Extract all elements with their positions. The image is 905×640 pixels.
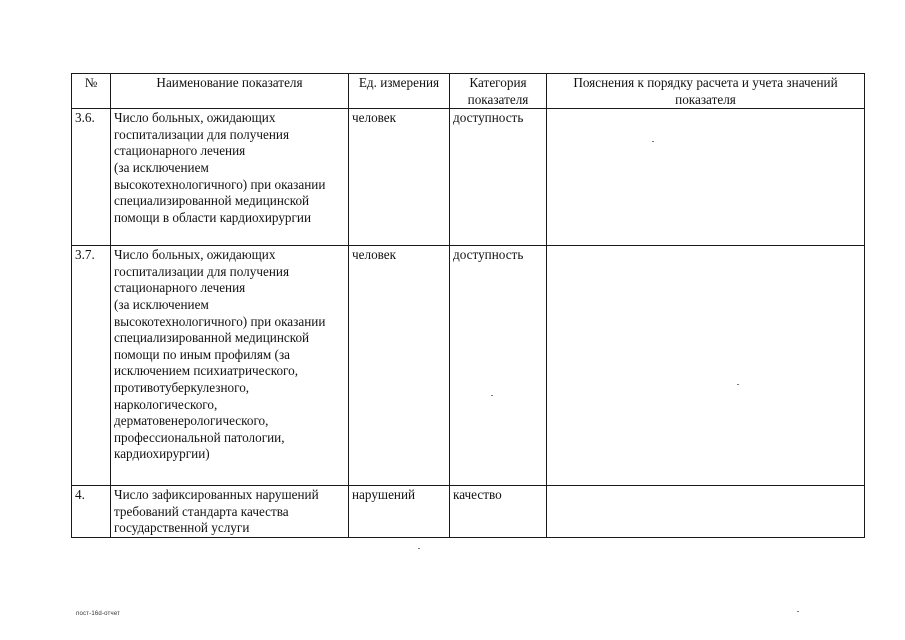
row-name: Число зафиксированных нарушений требований стандарта качества государственной услуги — [111, 486, 349, 538]
row-unit: человек — [349, 109, 450, 246]
row-category: доступность — [450, 109, 547, 246]
row-unit: человек — [349, 246, 450, 486]
row-name: Число больных, ожидающих госпитализации для получения стационарного лечения (за исключением высокотехнологичного) при оказании специализированной медицинской помощи по иным профилям (за исключением психиатрического, противотуберкулезного, наркологического, дерматовенерологического, профессиональной патологии, кардиохирургии) — [111, 246, 349, 486]
row-category: качество — [450, 486, 547, 538]
table-row — [72, 486, 865, 538]
table-row — [72, 109, 865, 246]
header-name: Наименование показателя — [111, 74, 349, 109]
scan-speck — [737, 384, 739, 385]
row-explanation — [547, 246, 865, 486]
table-header-row — [72, 74, 865, 109]
scan-speck — [491, 395, 493, 396]
indicators-table — [71, 73, 865, 538]
row-num: 4. — [72, 486, 111, 538]
scan-speck — [652, 141, 654, 142]
row-category: доступность — [450, 246, 547, 486]
row-num: 3.7. — [72, 246, 111, 486]
scan-speck — [797, 611, 799, 612]
header-num: № — [72, 74, 111, 109]
header-category: Категория показателя — [450, 74, 547, 109]
footer-document-mark: пост-16d-отчет — [76, 611, 121, 617]
row-num: 3.6. — [72, 109, 111, 246]
row-name: Число больных, ожидающих госпитализации для получения стационарного лечения (за исключением высокотехнологичного) при оказании специализированной медицинской помощи в области кардиохирургии — [111, 109, 349, 246]
row-explanation — [547, 109, 865, 246]
table-row — [72, 246, 865, 486]
scan-speck — [418, 548, 420, 549]
header-unit: Ед. измерения — [349, 74, 450, 109]
row-explanation — [547, 486, 865, 538]
header-explanation: Пояснения к порядку расчета и учета значений показателя — [547, 74, 865, 109]
row-unit: нарушений — [349, 486, 450, 538]
